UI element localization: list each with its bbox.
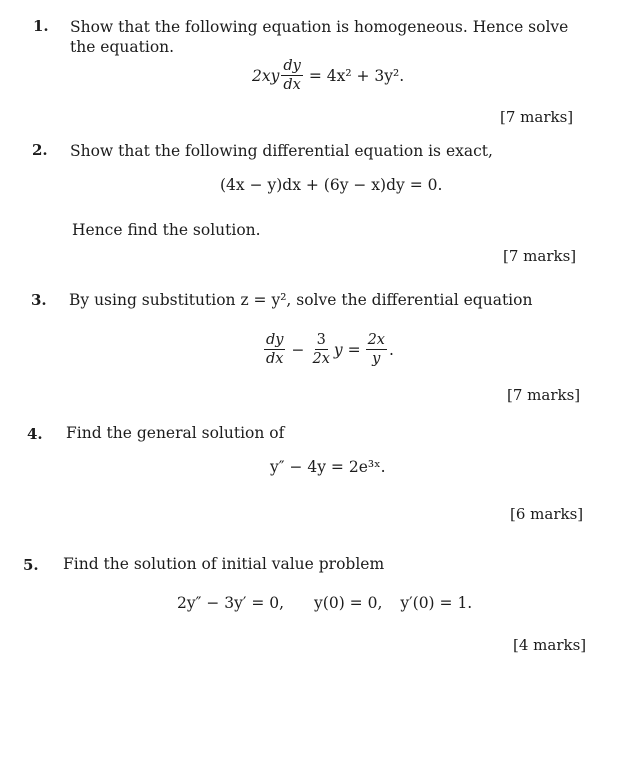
question-4-equation: y″ − 4y = 2e³ˣ.: [270, 458, 386, 476]
question-4-text: Find the general solution of: [66, 424, 285, 442]
eq1-rhs: = 4x² + 3y².: [308, 66, 405, 85]
eq3-frac-3: [366, 331, 387, 368]
question-2-marks: [7 marks]: [503, 247, 577, 265]
eq5-part-2: y(0) = 0,: [314, 594, 383, 612]
eq3-frac1-num: dy: [266, 332, 284, 348]
eq1-frac-num: dy: [283, 58, 301, 74]
eq1-lhs-coef: 2xy: [252, 66, 280, 85]
question-2-text: Show that the following differential equation is exact,: [70, 142, 493, 160]
question-3-equation: [262, 331, 394, 368]
question-3-marks: [7 marks]: [507, 386, 581, 404]
eq3-end: .: [388, 340, 394, 359]
eq3-frac3-num: 2x: [367, 332, 385, 348]
eq3-frac3-den: y: [372, 351, 381, 367]
question-1-number: 1.: [33, 17, 49, 35]
eq3-frac1-den: dx: [266, 351, 284, 367]
eq3-mid: y =: [333, 340, 361, 359]
question-1-equation: [252, 57, 404, 94]
question-3-text: By using substitution z = y², solve the differential equation: [69, 291, 533, 309]
question-4-number: 4.: [27, 425, 43, 443]
question-2-followup: Hence find the solution.: [72, 221, 261, 239]
question-2-equation: (4x − y)dx + (6y − x)dy = 0.: [220, 176, 443, 194]
question-2-number: 2.: [32, 141, 48, 159]
question-4-marks: [6 marks]: [510, 505, 584, 523]
eq1-derivative: [281, 57, 302, 94]
eq5-part-3: y′(0) = 1.: [400, 594, 473, 612]
question-5-marks: [4 marks]: [513, 636, 587, 654]
question-3-number: 3.: [31, 291, 47, 309]
question-1-marks: [7 marks]: [500, 108, 574, 126]
eq3-frac-2: [310, 331, 331, 368]
question-5-text: Find the solution of initial value problem: [63, 555, 385, 573]
eq1-frac-den: dx: [283, 77, 301, 93]
question-5-equation: [177, 594, 472, 612]
eq3-frac-1: [264, 331, 285, 368]
eq3-frac2-num: 3: [316, 332, 326, 348]
eq3-frac2-den: 2x: [312, 351, 330, 367]
question-5-number: 5.: [23, 556, 39, 574]
eq5-part-1: 2y″ − 3y′ = 0,: [177, 594, 285, 612]
question-1-text: Show that the following equation is homogeneous. Hence solve the equation.: [70, 18, 569, 56]
eq3-minus: −: [291, 340, 305, 359]
